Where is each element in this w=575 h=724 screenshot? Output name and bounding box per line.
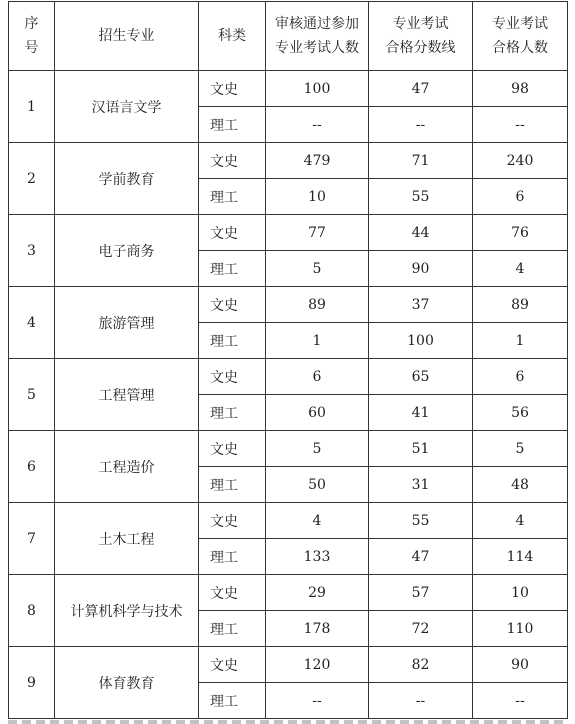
table-row xyxy=(9,647,568,683)
row-category-arts: 文史 xyxy=(199,503,266,539)
row-cutoff-sci: 55 xyxy=(369,179,473,215)
header-seq xyxy=(9,2,55,71)
table-row xyxy=(9,503,568,539)
row-major: 土木工程 xyxy=(55,503,199,575)
row-passed-sci: -- xyxy=(473,683,568,719)
row-passed-sci: 56 xyxy=(473,395,568,431)
row-category-arts: 文史 xyxy=(199,287,266,323)
table-row xyxy=(9,359,568,395)
row-major: 电子商务 xyxy=(55,215,199,287)
row-passed-arts: 89 xyxy=(473,287,568,323)
admission-results-table xyxy=(8,1,568,719)
row-category-sci: 理工 xyxy=(199,611,266,647)
row-category-sci: 理工 xyxy=(199,251,266,287)
row-seq: 9 xyxy=(9,647,55,719)
row-major: 体育教育 xyxy=(55,647,199,719)
row-passed-sci: 4 xyxy=(473,251,568,287)
row-seq: 1 xyxy=(9,71,55,143)
row-approved-arts: 100 xyxy=(266,71,369,107)
row-cutoff-sci: 100 xyxy=(369,323,473,359)
row-category-arts: 文史 xyxy=(199,143,266,179)
row-cutoff-arts: 71 xyxy=(369,143,473,179)
row-passed-arts: 6 xyxy=(473,359,568,395)
row-category-sci: 理工 xyxy=(199,467,266,503)
row-category-arts: 文史 xyxy=(199,215,266,251)
header-row xyxy=(9,2,568,71)
header-major: 招生专业 xyxy=(55,2,199,71)
row-cutoff-arts: 55 xyxy=(369,503,473,539)
row-seq: 6 xyxy=(9,431,55,503)
header-passed-line1: 专业考试 xyxy=(492,16,548,32)
header-seq-line2: 号 xyxy=(24,40,39,56)
row-cutoff-sci: 47 xyxy=(369,539,473,575)
row-passed-arts: 90 xyxy=(473,647,568,683)
row-passed-arts: 4 xyxy=(473,503,568,539)
row-passed-sci: 110 xyxy=(473,611,568,647)
header-seq-line1: 序 xyxy=(24,16,39,32)
row-passed-arts: 76 xyxy=(473,215,568,251)
row-cutoff-arts: 47 xyxy=(369,71,473,107)
table-row xyxy=(9,575,568,611)
row-approved-sci: -- xyxy=(266,683,369,719)
table-row xyxy=(9,143,568,179)
row-cutoff-sci: -- xyxy=(369,107,473,143)
header-passed-count xyxy=(473,2,568,71)
row-approved-sci: 60 xyxy=(266,395,369,431)
row-major: 工程造价 xyxy=(55,431,199,503)
row-category-arts: 文史 xyxy=(199,575,266,611)
table-row xyxy=(9,71,568,107)
row-category-sci: 理工 xyxy=(199,683,266,719)
row-cutoff-arts: 44 xyxy=(369,215,473,251)
row-approved-arts: 120 xyxy=(266,647,369,683)
row-cutoff-arts: 51 xyxy=(369,431,473,467)
header-cutoff-score xyxy=(369,2,473,71)
row-approved-sci: 178 xyxy=(266,611,369,647)
header-passed-line2: 合格人数 xyxy=(492,40,548,56)
row-cutoff-sci: 72 xyxy=(369,611,473,647)
row-major: 汉语言文学 xyxy=(55,71,199,143)
row-approved-arts: 5 xyxy=(266,431,369,467)
row-passed-sci: 6 xyxy=(473,179,568,215)
row-approved-arts: 89 xyxy=(266,287,369,323)
row-cutoff-arts: 65 xyxy=(369,359,473,395)
row-category-sci: 理工 xyxy=(199,323,266,359)
row-approved-arts: 77 xyxy=(266,215,369,251)
row-passed-arts: 98 xyxy=(473,71,568,107)
header-approved-line1: 审核通过参加 xyxy=(275,16,359,32)
row-seq: 5 xyxy=(9,359,55,431)
row-passed-arts: 5 xyxy=(473,431,568,467)
row-passed-arts: 10 xyxy=(473,575,568,611)
header-approved-line2: 专业考试人数 xyxy=(275,40,359,56)
header-category: 科类 xyxy=(199,2,266,71)
table-row xyxy=(9,215,568,251)
row-seq: 4 xyxy=(9,287,55,359)
row-approved-arts: 479 xyxy=(266,143,369,179)
row-passed-sci: 48 xyxy=(473,467,568,503)
row-approved-arts: 6 xyxy=(266,359,369,395)
row-approved-sci: 1 xyxy=(266,323,369,359)
row-seq: 2 xyxy=(9,143,55,215)
row-approved-arts: 4 xyxy=(266,503,369,539)
row-approved-sci: 10 xyxy=(266,179,369,215)
row-passed-arts: 240 xyxy=(473,143,568,179)
row-category-sci: 理工 xyxy=(199,179,266,215)
row-approved-sci: 50 xyxy=(266,467,369,503)
row-major: 计算机科学与技术 xyxy=(55,575,199,647)
row-seq: 3 xyxy=(9,215,55,287)
row-seq: 7 xyxy=(9,503,55,575)
row-cutoff-arts: 57 xyxy=(369,575,473,611)
row-cutoff-sci: -- xyxy=(369,683,473,719)
row-major: 学前教育 xyxy=(55,143,199,215)
header-cutoff-line1: 专业考试 xyxy=(392,16,449,32)
row-cutoff-arts: 37 xyxy=(369,287,473,323)
row-approved-arts: 29 xyxy=(266,575,369,611)
row-approved-sci: 133 xyxy=(266,539,369,575)
row-category-sci: 理工 xyxy=(199,539,266,575)
header-approved-count xyxy=(266,2,369,71)
cut-off-text-line xyxy=(8,712,567,724)
row-seq: 8 xyxy=(9,575,55,647)
row-passed-sci: -- xyxy=(473,107,568,143)
row-major: 旅游管理 xyxy=(55,287,199,359)
header-cutoff-line2: 合格分数线 xyxy=(385,40,456,56)
row-cutoff-arts: 82 xyxy=(369,647,473,683)
row-category-sci: 理工 xyxy=(199,395,266,431)
row-category-arts: 文史 xyxy=(199,431,266,467)
row-category-arts: 文史 xyxy=(199,359,266,395)
row-cutoff-sci: 90 xyxy=(369,251,473,287)
row-major: 工程管理 xyxy=(55,359,199,431)
row-approved-sci: -- xyxy=(266,107,369,143)
table-row xyxy=(9,431,568,467)
row-cutoff-sci: 41 xyxy=(369,395,473,431)
row-passed-sci: 114 xyxy=(473,539,568,575)
row-category-arts: 文史 xyxy=(199,647,266,683)
row-passed-sci: 1 xyxy=(473,323,568,359)
row-category-arts: 文史 xyxy=(199,71,266,107)
table-row xyxy=(9,287,568,323)
row-cutoff-sci: 31 xyxy=(369,467,473,503)
row-category-sci: 理工 xyxy=(199,107,266,143)
row-approved-sci: 5 xyxy=(266,251,369,287)
